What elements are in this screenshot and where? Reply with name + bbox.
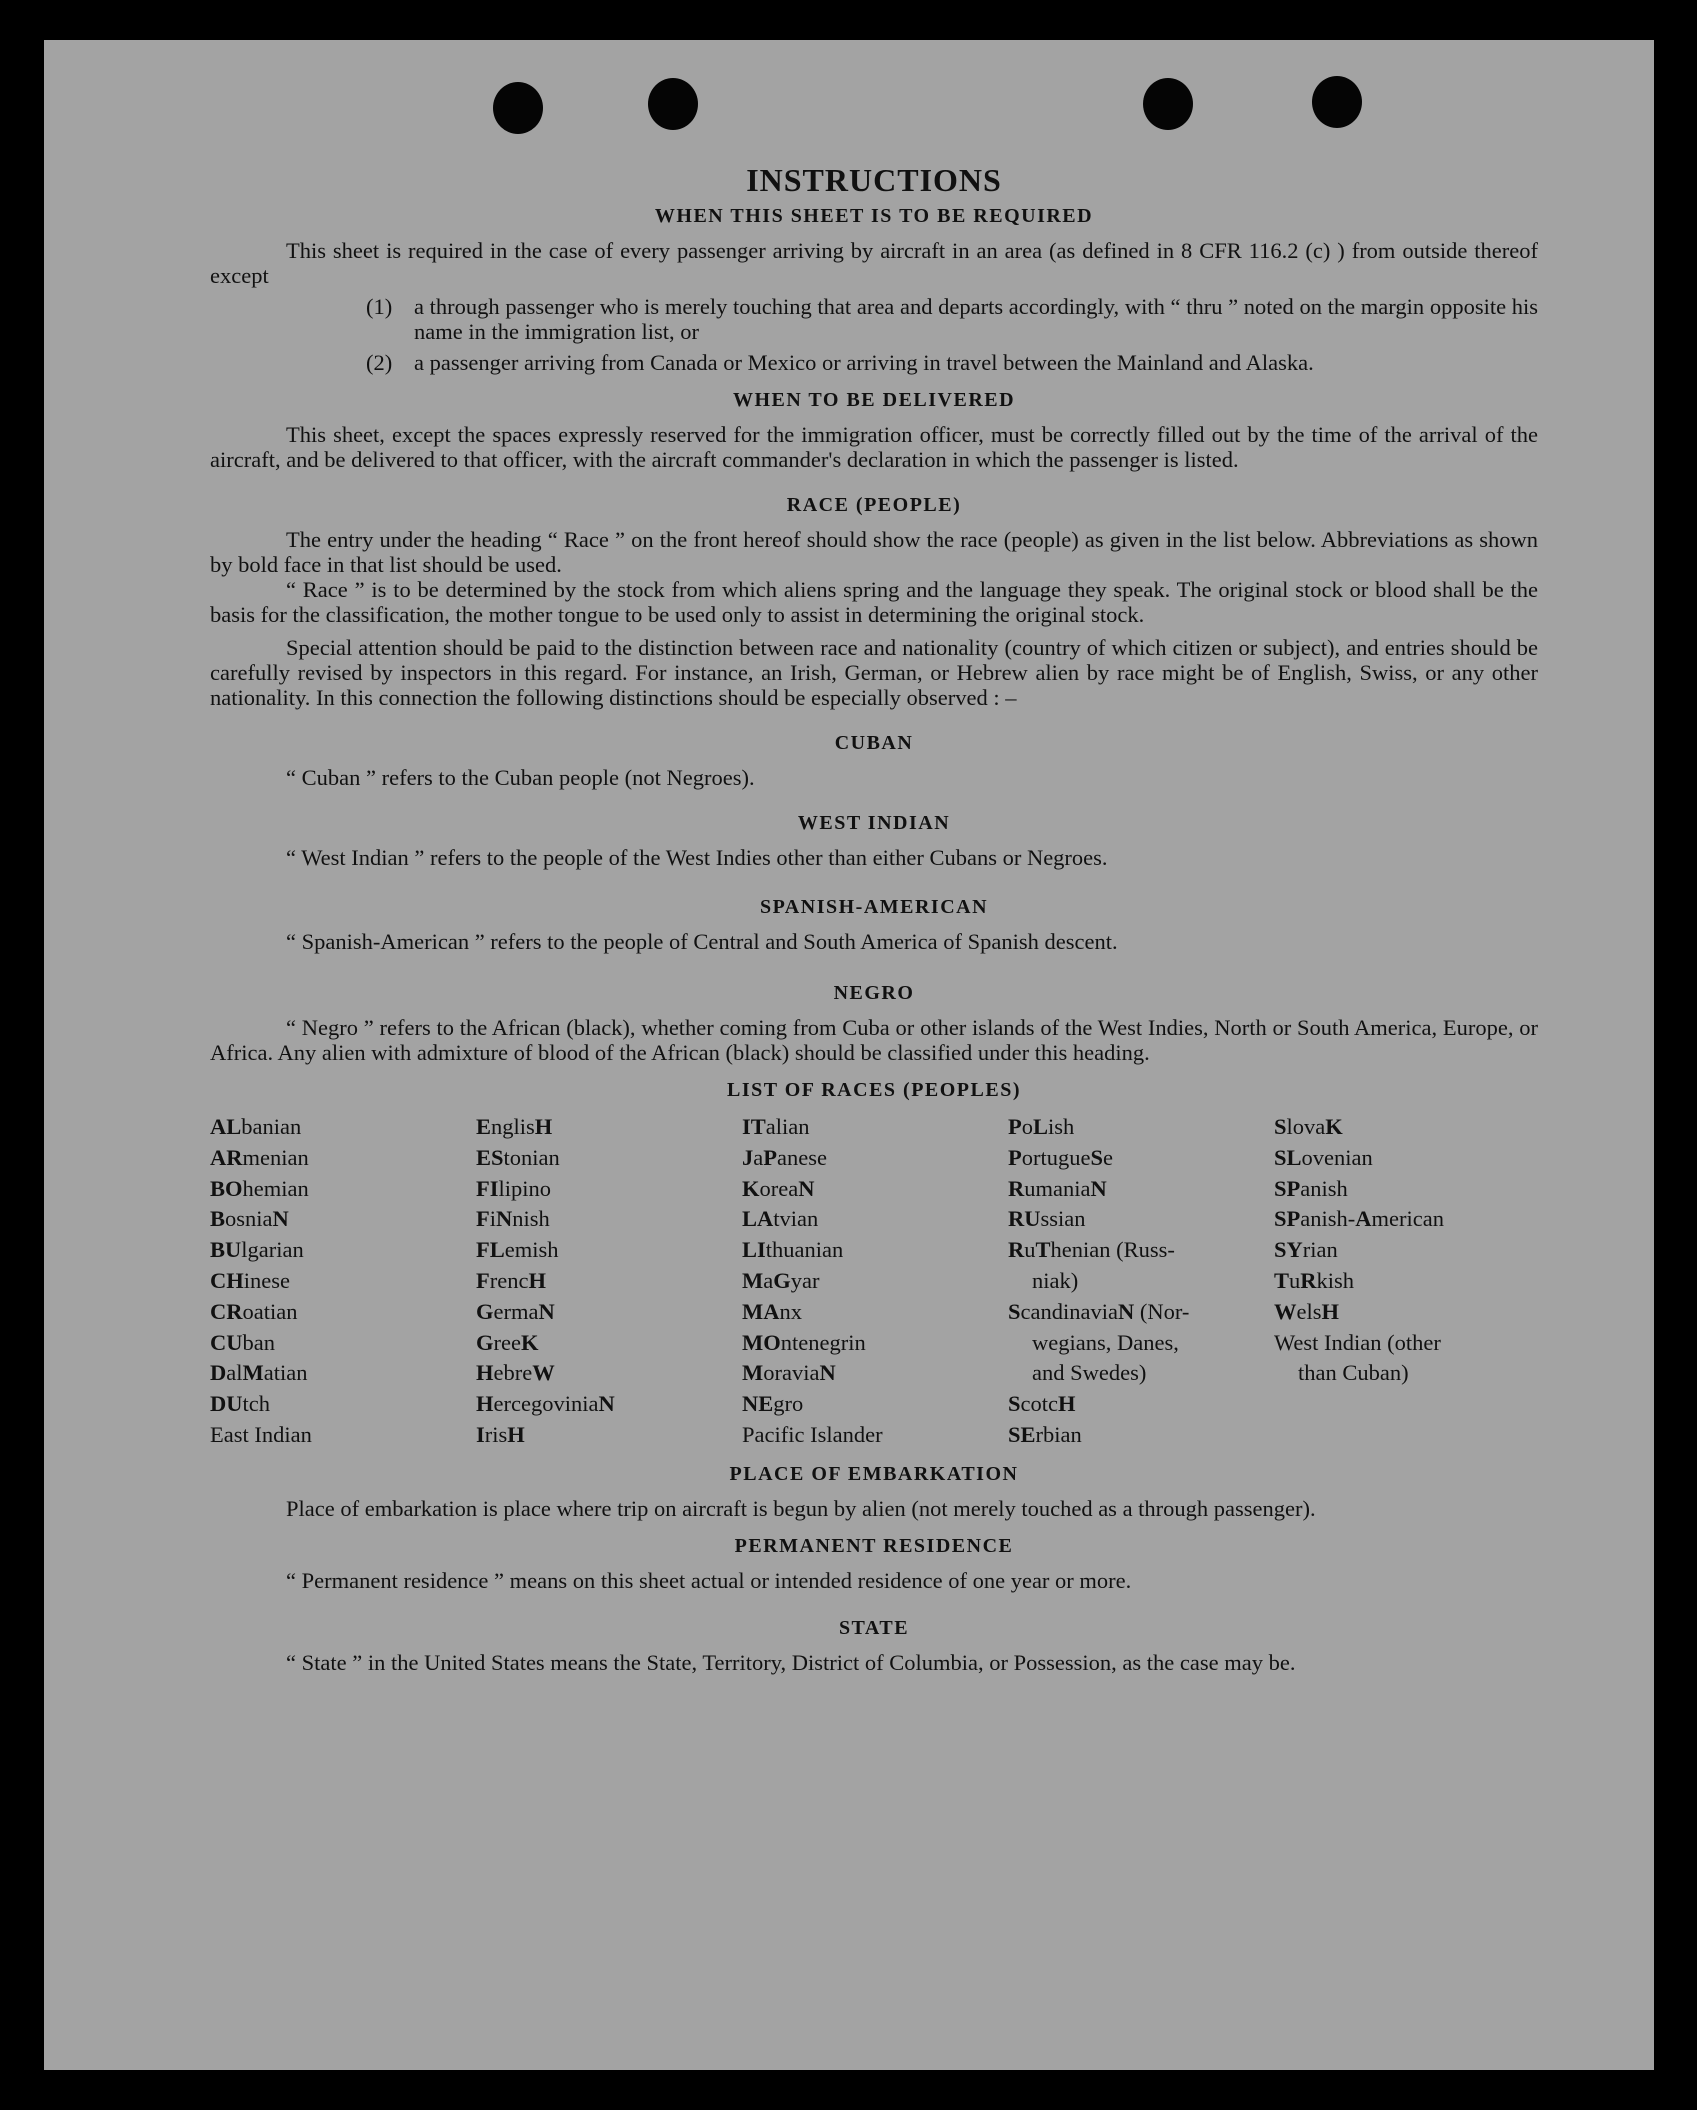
race-entry: LAtvian	[742, 1206, 819, 1232]
race-entry: wegians, Danes,	[1032, 1329, 1179, 1355]
race-entry: ALbanian	[210, 1114, 302, 1139]
condition-text: a passenger arriving from Canada or Mexico or arriving in travel between the Mainland and Alaska.	[414, 350, 1314, 375]
race-entry: PortugueSe	[1008, 1144, 1113, 1170]
embarkation-text: Place of embarkation is place where trip on aircraft is begun by alien (not merely touched as a through passenger).	[286, 1495, 1316, 1521]
section-heading-spanish-american: SPANISH-AMERICAN	[759, 896, 989, 918]
race-entry: TuRkish	[1274, 1267, 1355, 1293]
race-list	[210, 1112, 1538, 1451]
race-entry: WelsH	[1274, 1298, 1340, 1324]
race-entry: ScandinaviaN (Nor-	[1008, 1298, 1190, 1324]
section-heading-residence: PERMANENT RESIDENCE	[734, 1534, 1014, 1557]
race-entry: East Indian	[210, 1421, 312, 1447]
race-entry: SLovenian	[1274, 1144, 1373, 1170]
race-entry: GermaN	[476, 1298, 555, 1324]
race-entry: SYrian	[1274, 1237, 1338, 1263]
race-entry: RUssian	[1008, 1206, 1086, 1232]
race-entry: IrisH	[476, 1421, 525, 1447]
west-indian-text: “ West Indian ” refers to the people of the West Indies other than either Cubans or Negroes.	[286, 845, 1108, 870]
race-entry: HebreW	[476, 1360, 555, 1386]
condition-text: a through passenger who is merely touching that area and departs accordingly, with “ thru ” noted on the margin opposite his name in the immigration list, or	[414, 294, 1538, 344]
race-entry: CUban	[210, 1329, 275, 1355]
race-entry: FIlipino	[476, 1175, 552, 1201]
punch-hole	[493, 82, 543, 134]
condition-number: (2)	[366, 350, 393, 375]
section-heading-embarkation: PLACE OF EMBARKATION	[729, 1462, 1019, 1485]
condition-number: (1)	[366, 294, 393, 319]
race-column	[210, 1112, 476, 1451]
section-heading-race: RACE (PEOPLE)	[786, 494, 962, 516]
race-entry: DUtch	[210, 1391, 270, 1417]
race-entry: BosniaN	[210, 1206, 289, 1232]
race-entry: MAnx	[742, 1298, 802, 1324]
condition-item	[366, 350, 1538, 375]
negro-text: “ Negro ” refers to the African (black), whether coming from Cuba or other islands of the West Indies, North or South America, Europe, or Africa. Any alien with admixture of blood of the African (black) should be classified under this heading.	[210, 1015, 1538, 1065]
race-entry: NEgro	[742, 1391, 804, 1417]
punch-hole	[1312, 76, 1362, 128]
spanish-american-text: “ Spanish-American ” refers to the people of Central and South America of Spanish descent.	[286, 929, 1118, 954]
condition-item	[366, 294, 1538, 344]
race-paragraph: “ Race ” is to be determined by the stock from which aliens spring and the language they speak. The original stock or blood shall be the basis for the classification, the mother tongue to be used only to assist in determining the original stock.	[210, 577, 1538, 627]
race-entry: DalMatian	[210, 1360, 308, 1386]
race-entry: FLemish	[476, 1237, 559, 1263]
race-entry: MaGyar	[742, 1267, 820, 1293]
race-entry: ITalian	[742, 1114, 810, 1139]
cuban-text: “ Cuban ” refers to the Cuban people (not Negroes).	[286, 765, 755, 790]
race-entry: Pacific Islander	[742, 1421, 883, 1447]
race-entry: EStonian	[476, 1144, 560, 1170]
race-entry: CRoatian	[210, 1298, 298, 1324]
document-page	[44, 40, 1654, 2070]
section-heading-west-indian: WEST INDIAN	[797, 812, 951, 834]
instructions-body	[210, 162, 1538, 1675]
race-paragraph: The entry under the heading “ Race ” on the front hereof should show the race (people) as given in the list below. Abbreviations as shown by bold face in that list should be used.	[210, 527, 1538, 577]
required-intro: This sheet is required in the case of every passenger arriving by aircraft in an area (as defined in 8 CFR 116.2 (c) ) from outside thereof except	[210, 238, 1538, 288]
race-entry: FiNnish	[476, 1206, 550, 1232]
race-column	[1008, 1112, 1274, 1451]
race-entry: PoLish	[1008, 1114, 1075, 1139]
race-entry: JaPanese	[742, 1144, 827, 1170]
race-column	[476, 1112, 742, 1451]
race-entry: SPanish-American	[1274, 1206, 1444, 1232]
section-heading-required: WHEN THIS SHEET IS TO BE REQUIRED	[654, 205, 1094, 227]
punch-hole	[648, 78, 698, 130]
race-entry: SlovaK	[1274, 1114, 1343, 1139]
section-heading-race-list: LIST OF RACES (PEOPLES)	[726, 1079, 1021, 1101]
race-entry: LIthuanian	[742, 1237, 844, 1263]
race-entry: MoraviaN	[742, 1360, 836, 1386]
race-entry: niak)	[1032, 1267, 1079, 1293]
race-entry: SErbian	[1008, 1421, 1082, 1447]
race-entry: ARmenian	[210, 1144, 309, 1170]
race-entry: GreeK	[476, 1329, 539, 1355]
section-heading-state: STATE	[838, 1616, 910, 1639]
page-title: INSTRUCTIONS	[746, 162, 1002, 198]
race-column	[1274, 1112, 1538, 1451]
delivered-text: This sheet, except the spaces expressly reserved for the immigration officer, must be correctly filled out by the time of the arrival of the aircraft, and be delivered to that officer, with the aircraft commander's declaration in which the passenger is listed.	[210, 422, 1538, 472]
section-heading-delivered: WHEN TO BE DELIVERED	[732, 389, 1016, 411]
race-entry: CHinese	[210, 1267, 290, 1293]
race-entry: FrencH	[476, 1267, 546, 1293]
race-entry: RumaniaN	[1008, 1175, 1107, 1201]
race-entry: ScotcH	[1008, 1391, 1076, 1417]
race-entry: BOhemian	[210, 1175, 309, 1201]
race-column	[742, 1112, 1008, 1451]
race-entry: KoreaN	[742, 1175, 815, 1201]
section-heading-cuban: CUBAN	[834, 732, 914, 754]
race-entry: MOntenegrin	[742, 1329, 866, 1355]
race-paragraph: Special attention should be paid to the distinction between race and nationality (country of which citizen or subject), and entries should be carefully revised by inspectors in this regard. For instance, an Irish, German, or Hebrew alien by race might be of English, Swiss, or any other nationality. In this connection the following distinctions should be especially observed : –	[210, 635, 1538, 710]
race-entry: West Indian (other	[1274, 1329, 1441, 1355]
race-entry: HercegoviniaN	[476, 1391, 615, 1417]
race-entry: and Swedes)	[1032, 1360, 1147, 1386]
state-text: “ State ” in the United States means the State, Territory, District of Columbia, or Possession, as the case may be.	[286, 1649, 1296, 1675]
section-heading-negro: NEGRO	[833, 982, 915, 1004]
race-entry: SPanish	[1274, 1175, 1348, 1201]
race-entry: BUlgarian	[210, 1237, 304, 1263]
punch-hole	[1143, 78, 1193, 130]
residence-text: “ Permanent residence ” means on this sheet actual or intended residence of one year or more.	[286, 1567, 1132, 1593]
race-entry: RuThenian (Russ-	[1008, 1237, 1175, 1263]
race-entry: than Cuban)	[1298, 1360, 1409, 1386]
race-entry: EnglisH	[476, 1114, 553, 1139]
